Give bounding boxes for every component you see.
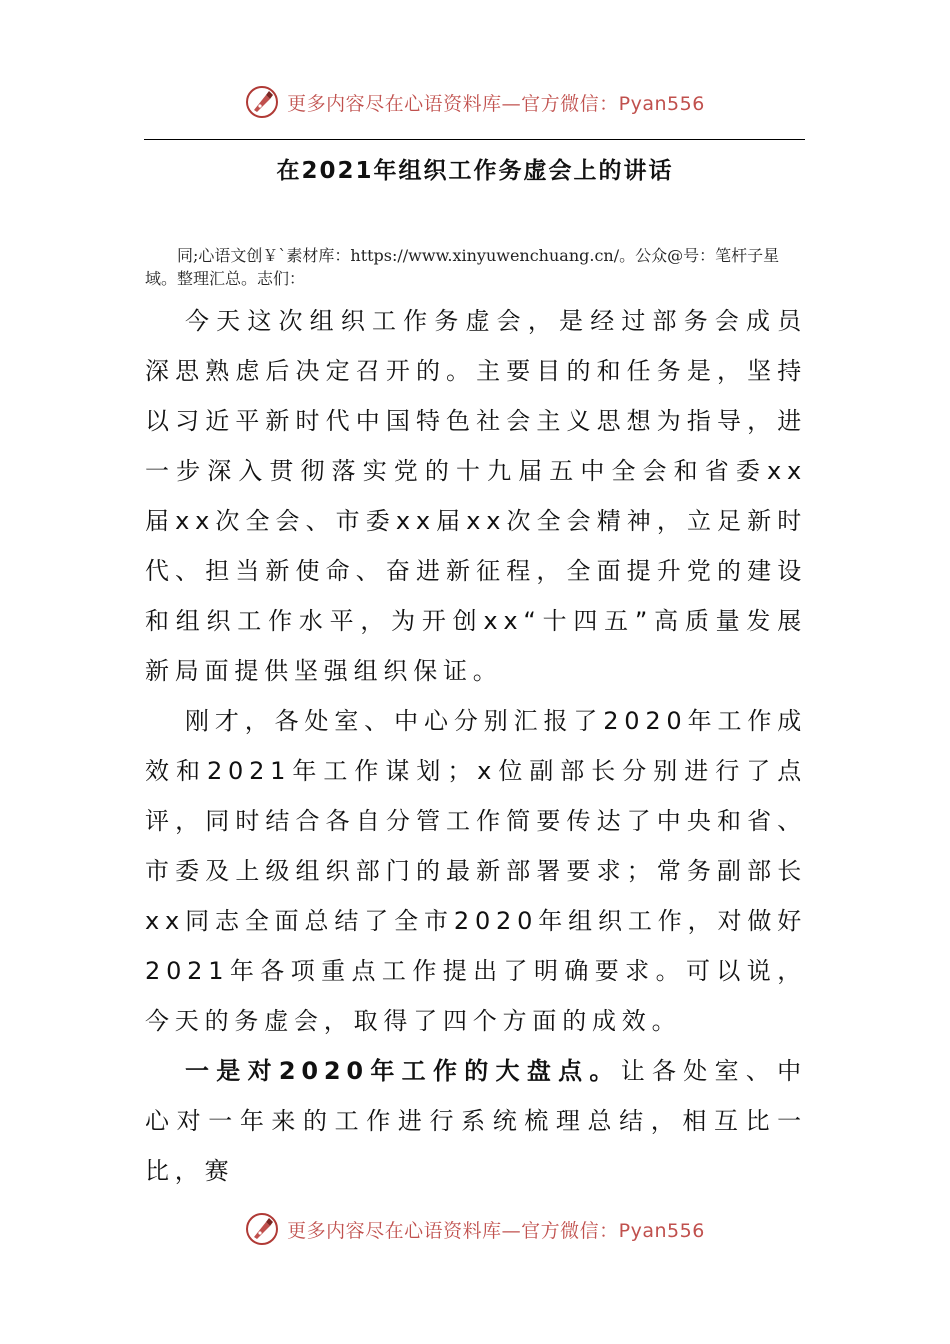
source-note: 同;心语文创￥`素材库：https://www.xinyuwenchuang.cn/。公众@号：笔杆子星域。整理汇总。志们： [145, 246, 780, 288]
document-title: 在2021年组织工作务虚会上的讲话 [276, 158, 674, 184]
paragraph-text: 让各处室、中心对一年来的工作进行系统梳理总结，相互比一比，赛 [145, 1057, 807, 1185]
footer-banner-text: 更多内容尽在心语资料库—官方微信：Pyan556 [287, 1219, 705, 1242]
pen-nib-logo-icon [245, 1212, 279, 1246]
wechat-handle: Pyan556 [618, 1219, 705, 1242]
paragraph-lead: 一是对2020年工作的大盘点。 [185, 1057, 621, 1085]
header-divider [144, 139, 805, 140]
wechat-handle: Pyan556 [618, 92, 705, 115]
document-body [145, 296, 807, 1196]
pen-nib-logo-icon [245, 85, 279, 119]
paragraph: 刚才，各处室、中心分别汇报了2020年工作成效和2021年工作谋划；x位副部长分别进行了点评，同时结合各自分管工作简要传达了中央和省、市委及上级组织部门的最新部署要求；常务副部长xx同志全面总结了全市2020年组织工作，对做好2021年各项重点工作提出了明确要求。可以说，今天的务虚会，取得了四个方面的成效。 [145, 707, 807, 1035]
header-banner-text: 更多内容尽在心语资料库—官方微信：Pyan556 [287, 92, 705, 115]
header-banner [0, 82, 950, 122]
footer-banner [0, 1209, 950, 1249]
paragraph [145, 1046, 807, 1196]
paragraph: 今天这次组织工作务虚会，是经过部务会成员深思熟虑后决定召开的。主要目的和任务是，坚持以习近平新时代中国特色社会主义思想为指导，进一步深入贯彻落实党的十九届五中全会和省委xx届xx次全会、市委xx届xx次全会精神，立足新时代、担当新使命、奋进新征程，全面提升党的建设和组织工作水平，为开创xx“十四五”高质量发展新局面提供坚强组织保证。 [145, 307, 807, 685]
